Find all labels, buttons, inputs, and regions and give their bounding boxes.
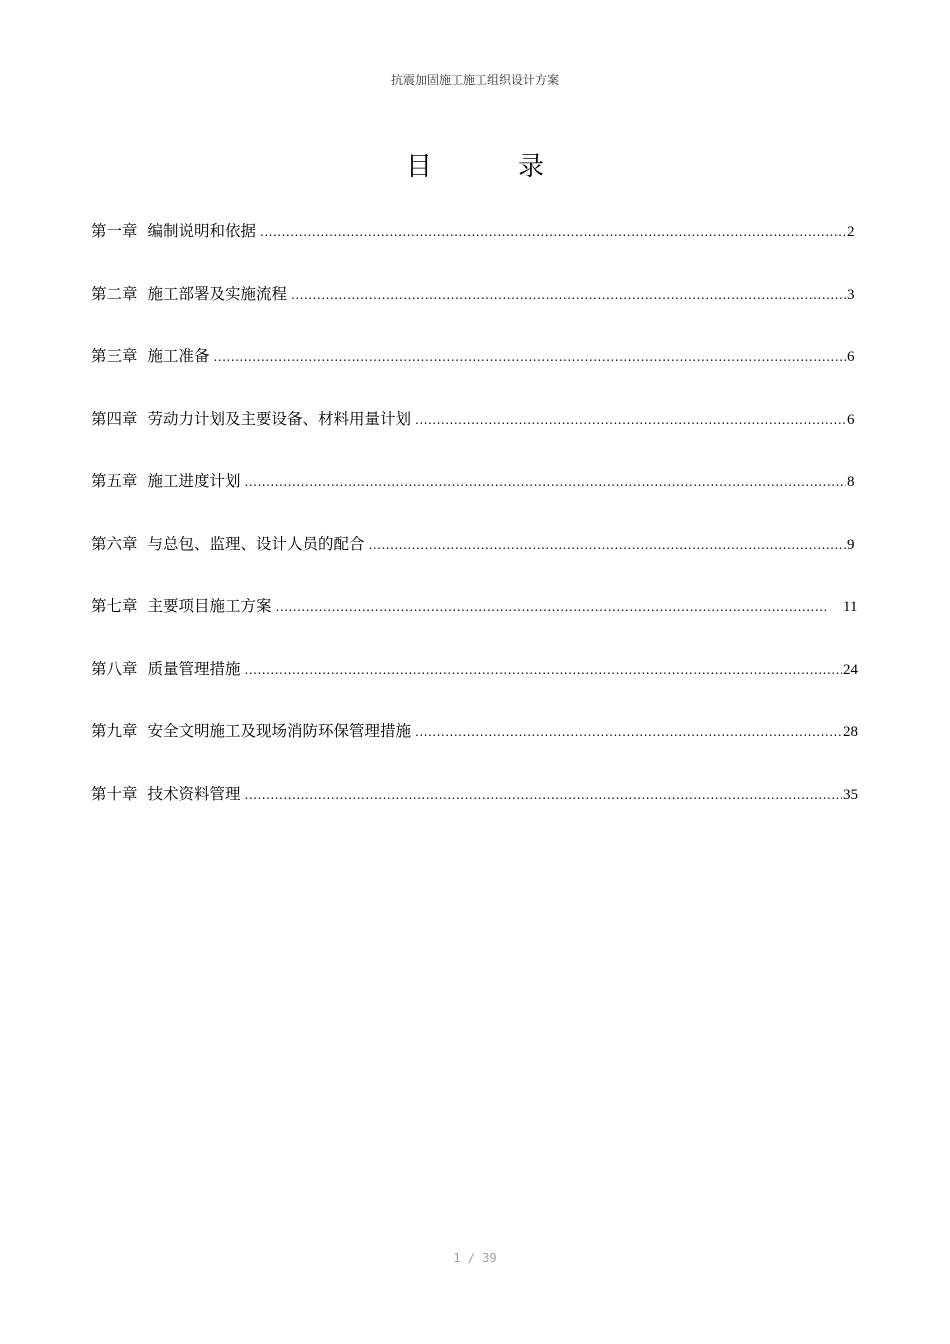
toc-heading: 主要项目施工方案 — [147, 597, 272, 615]
toc-chapter-label: 第六章 — [91, 534, 138, 553]
toc-entry-7[interactable] — [91, 594, 861, 657]
toc-heading: 与总包、监理、设计人员的配合 — [147, 534, 365, 553]
toc-leader-dots — [214, 345, 846, 369]
toc-entry-1[interactable] — [91, 219, 861, 282]
toc-leader-dots — [245, 658, 842, 682]
toc-heading: 安全文明施工及现场消防环保管理措施 — [147, 722, 412, 740]
toc-entry-2[interactable] — [91, 282, 861, 345]
toc-leader-dots — [415, 720, 842, 744]
toc-title — [0, 150, 950, 184]
toc-page-number: 2 — [847, 224, 855, 240]
toc-leader-dots — [291, 283, 846, 307]
toc-heading: 技术资料管理 — [147, 784, 241, 803]
toc-entry-4[interactable] — [91, 407, 861, 470]
toc-page-number: 3 — [847, 286, 855, 303]
toc-page-number: 35 — [843, 786, 858, 803]
toc-page-number: 11 — [843, 599, 858, 615]
toc-entry-8[interactable] — [91, 657, 861, 720]
toc-title-right: 录 — [518, 152, 545, 182]
toc-heading: 施工准备 — [147, 347, 210, 365]
toc-page-number: 9 — [847, 536, 855, 553]
toc-page-number: 24 — [843, 661, 858, 678]
toc-entry-3[interactable] — [91, 344, 861, 407]
toc-chapter-label: 第八章 — [91, 659, 138, 678]
toc-heading: 施工进度计划 — [147, 472, 241, 490]
running-header: 抗震加固施工施工组织设计方案 — [390, 73, 559, 87]
toc-entry-9[interactable] — [91, 719, 861, 782]
toc-list — [91, 219, 861, 844]
toc-leader-dots — [260, 220, 846, 244]
toc-page-number: 28 — [843, 724, 858, 740]
toc-chapter-label: 第一章 — [91, 222, 138, 240]
toc-chapter-label: 第三章 — [91, 347, 138, 365]
toc-chapter-label: 第二章 — [91, 284, 138, 303]
toc-entry-5[interactable] — [91, 469, 861, 532]
toc-chapter-label: 第九章 — [91, 722, 138, 740]
toc-chapter-label: 第七章 — [91, 597, 138, 615]
toc-entry-6[interactable] — [91, 532, 861, 595]
toc-leader-dots — [245, 783, 842, 807]
toc-entry-10[interactable] — [91, 782, 861, 845]
toc-leader-dots — [369, 533, 846, 557]
toc-heading: 劳动力计划及主要设备、材料用量计划 — [147, 409, 412, 428]
toc-chapter-label: 第五章 — [91, 472, 138, 490]
toc-leader-dots — [276, 595, 828, 619]
toc-leader-dots — [415, 408, 846, 432]
toc-page-number: 8 — [847, 474, 855, 490]
page-indicator: 1 / 39 — [453, 1251, 497, 1265]
toc-chapter-label: 第十章 — [91, 784, 138, 803]
toc-heading: 质量管理措施 — [147, 659, 241, 678]
toc-leader-dots — [245, 470, 846, 494]
toc-page-number: 6 — [847, 411, 855, 428]
toc-title-left: 目 — [405, 152, 432, 182]
toc-heading: 编制说明和依据 — [147, 222, 257, 240]
toc-chapter-label: 第四章 — [91, 409, 138, 428]
toc-heading: 施工部署及实施流程 — [147, 284, 288, 303]
toc-page-number: 6 — [847, 349, 855, 365]
